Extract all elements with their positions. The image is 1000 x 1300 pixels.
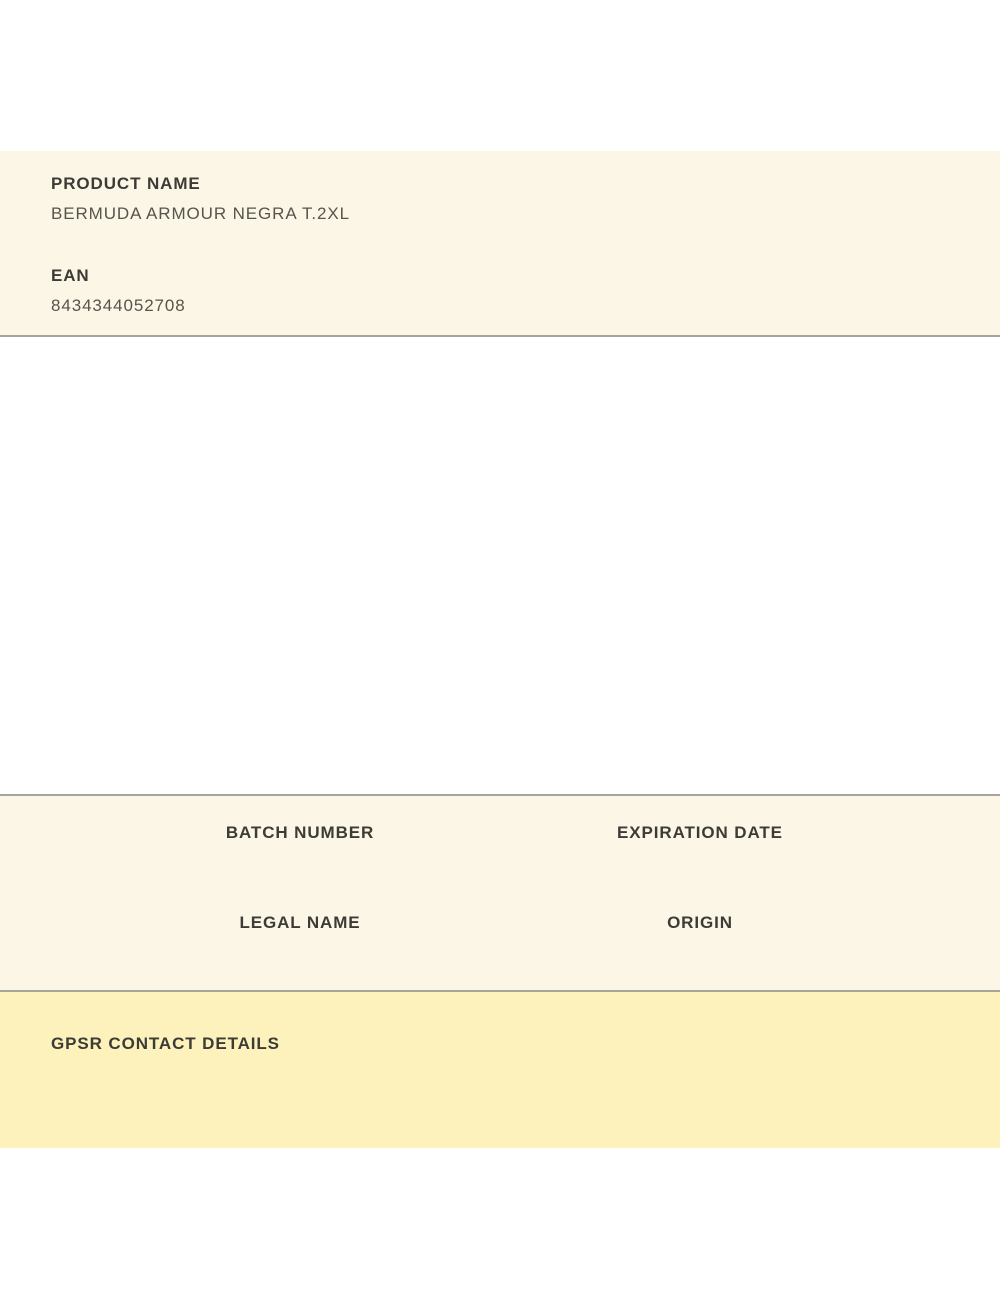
- expiration-date-label: EXPIRATION DATE: [617, 823, 783, 842]
- ean-label: EAN: [51, 266, 90, 285]
- batch-number-cell: [100, 824, 500, 842]
- product-image-area: [0, 337, 1000, 794]
- origin-cell: [500, 914, 900, 932]
- product-info-section: [0, 151, 1000, 337]
- batch-details-section: [0, 794, 1000, 992]
- ean-value: 8434344052708: [51, 296, 186, 315]
- gpsr-contact-title: GPSR CONTACT DETAILS: [51, 1034, 280, 1053]
- batch-number-label: BATCH NUMBER: [225, 823, 375, 842]
- top-whitespace: [0, 0, 1000, 151]
- product-name-field: [51, 175, 949, 223]
- bottom-whitespace: [0, 1148, 1000, 1300]
- legal-name-label: LEGAL NAME: [239, 913, 361, 932]
- product-name-label: PRODUCT NAME: [51, 174, 201, 193]
- origin-label: ORIGIN: [667, 913, 733, 932]
- ean-field: [51, 267, 949, 315]
- details-grid: [100, 796, 900, 932]
- legal-name-cell: [100, 914, 500, 932]
- expiration-date-cell: [500, 824, 900, 842]
- product-name-value: BERMUDA ARMOUR NEGRA T.2XL: [51, 204, 350, 223]
- gpsr-contact-section: [0, 992, 1000, 1148]
